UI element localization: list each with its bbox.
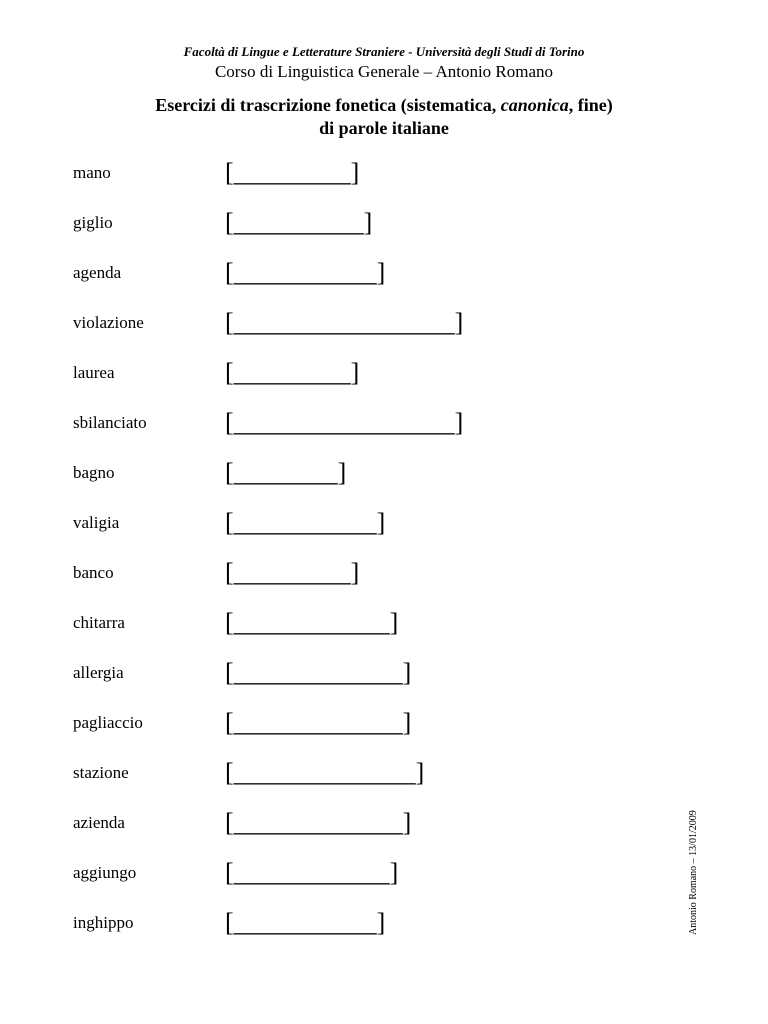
word: valigia <box>73 513 120 532</box>
transcription-blank: [______________] <box>225 758 425 787</box>
transcription-blank: [____________] <box>225 858 399 887</box>
transcription-blank: [_________________] <box>225 408 464 437</box>
word: aggiungo <box>73 863 137 882</box>
transcription-blank: [____________] <box>225 608 399 637</box>
title-prefix: Esercizi di trascrizione fonetica (sistematica, <box>155 95 501 115</box>
title-italic: canonica <box>500 95 569 115</box>
word: bagno <box>73 463 115 482</box>
word: pagliaccio <box>73 713 143 732</box>
word: violazione <box>73 313 144 332</box>
word: azienda <box>73 813 125 832</box>
transcription-blank: [_________] <box>225 558 360 587</box>
exercise-title <box>0 94 768 140</box>
document-header <box>0 44 768 83</box>
word: chitarra <box>73 613 125 632</box>
word: laurea <box>73 363 115 382</box>
word: giglio <box>73 213 113 232</box>
title-line2: di parole italiane <box>319 118 449 138</box>
transcription-blank: [__________] <box>225 208 373 237</box>
transcription-blank: [_____________] <box>225 658 412 687</box>
word: inghippo <box>73 913 134 932</box>
title-suffix: , fine) <box>568 95 613 115</box>
word: agenda <box>73 263 122 282</box>
transcription-blank: [_________] <box>225 158 360 187</box>
transcription-blank: [________] <box>225 458 347 487</box>
course-line: Corso di Linguistica Generale – Antonio Romano <box>214 62 554 81</box>
word: allergia <box>73 663 124 682</box>
transcription-blank: [___________] <box>225 258 386 287</box>
transcription-blank: [_____________] <box>225 708 412 737</box>
transcription-blank: [_____________] <box>225 808 412 837</box>
transcription-blank: [___________] <box>225 908 386 937</box>
word: mano <box>73 163 111 182</box>
transcription-blank: [_________________] <box>225 308 464 337</box>
author-date-note: Antonio Romano – 13/01/2009 <box>688 810 699 935</box>
transcription-blank: [_________] <box>225 358 360 387</box>
transcription-blank: [___________] <box>225 508 386 537</box>
word: sbilanciato <box>73 413 147 432</box>
word: stazione <box>73 763 129 782</box>
word: banco <box>73 563 114 582</box>
faculty-line: Facoltà di Lingue e Letterature Straniere - Università degli Studi di Torino <box>183 44 585 59</box>
